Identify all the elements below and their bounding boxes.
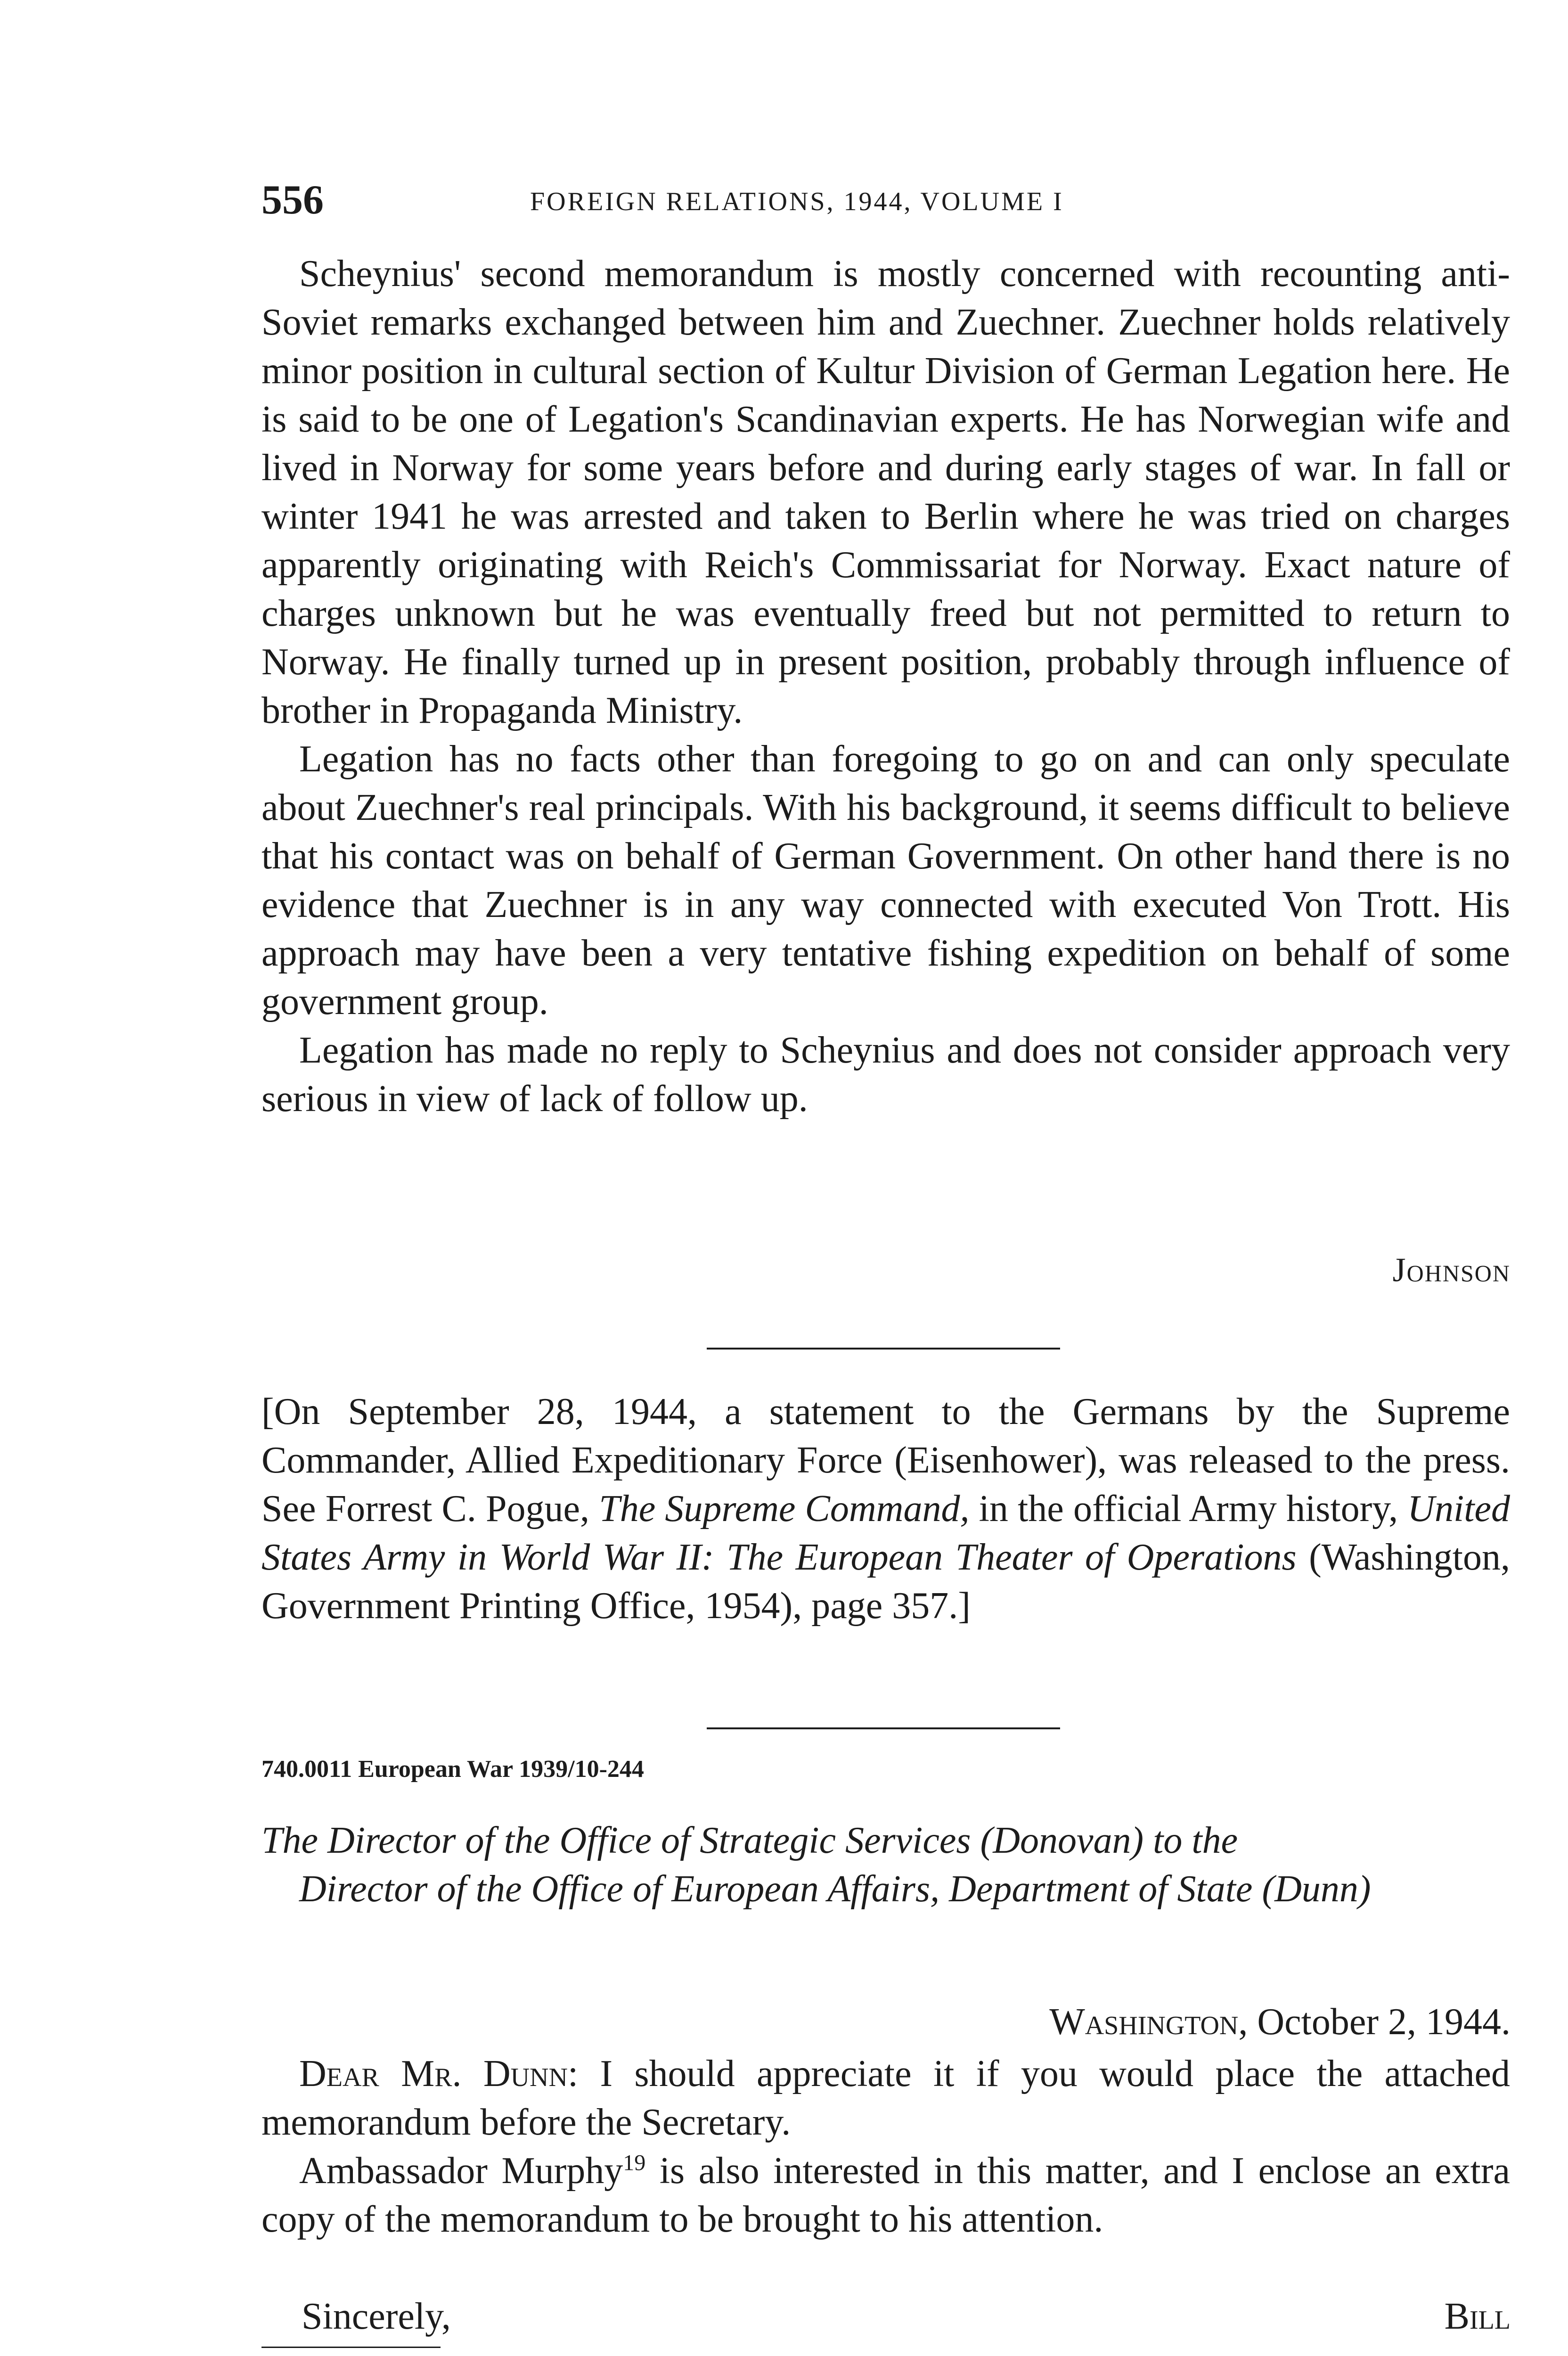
signature-bill: Bill [1444, 2296, 1511, 2337]
document-heading-line: The Director of the Office of Strategic Services (Donovan) to the [261, 1820, 1238, 1861]
paragraph [261, 2050, 1510, 2147]
running-title: FOREIGN RELATIONS, 1944, VOLUME I [530, 187, 1064, 216]
paragraph-text: Ambassador Murphy [299, 2150, 623, 2192]
place-date [1049, 1998, 1511, 2046]
paragraph-text: : I should appreciate it if you would place the attached memorandum before the Secretary. [261, 2053, 1510, 2143]
document-heading-line: Director of the Office of European Affairs, Department of State (Dunn) [299, 1868, 1371, 1910]
telegram-body [261, 250, 1510, 1123]
place: Washington [1049, 2001, 1239, 2043]
signature-johnson: Johnson [1392, 1251, 1511, 1289]
editorial-note [261, 1388, 1510, 1630]
paragraph-text: is also interested in this matter, and I enclose an extra copy of the memorandum to be brought to his attention. [261, 2150, 1510, 2240]
letter-body [261, 2050, 1510, 2244]
file-number: 740.0011 European War 1939/10-244 [261, 1756, 644, 1783]
series-title: United States Army in World War II: The European Theater of Operations [261, 1488, 1511, 1578]
footnote-reference: 19 [623, 2150, 646, 2176]
section-divider [707, 1348, 1060, 1350]
document-heading [261, 1816, 1510, 1914]
running-head [261, 174, 1519, 226]
paragraph [261, 2147, 1510, 2244]
editorial-note-text: [On September 28, 1944, a statement to the Germans by the Supreme Commander, Allied Expeditionary Force (Eisenhower), was released to the press. See Forrest C. Pogue, [261, 1391, 1510, 1530]
section-divider [707, 1727, 1060, 1729]
editorial-note-text: in the official Army history, [969, 1488, 1408, 1530]
book-title: The Supreme Command, [599, 1488, 970, 1530]
editorial-note-text: (Washington, Government Printing Office, 1954), page 357.] [261, 1537, 1510, 1627]
paragraph: Legation has no facts other than foregoing to go on and can only speculate about Zuechner's real principals. With his background, it seems difficult to believe that his contact was on behalf of German Government. On other hand there is no evidence that Zuechner is in any way connected with executed Von Trott. His approach may have been a very tentative fishing expedition on behalf of some government group. [261, 738, 1510, 1023]
footnote-divider [261, 2347, 441, 2348]
salutation: Dear Mr. Dunn [299, 2053, 568, 2094]
paragraph: Scheynius' second memorandum is mostly concerned with recounting anti-Soviet remarks exchanged between him and Zuechner. Zuechner holds relatively minor position in cultural section of Kultur Division of German Legation here. He is said to be one of Legation's Scandinavian experts. He has Norwegian wife and lived in Norway for some years before and during early stages of war. In fall or winter 1941 he was arrested and taken to Berlin where he was tried on charges apparently originating with Reich's Commissariat for Norway. Exact nature of charges unknown but he was eventually freed but not permitted to return to Norway. He finally turned up in present position, probably through influence of brother in Propaganda Ministry. [261, 253, 1510, 731]
paragraph: Legation has made no reply to Scheynius and does not consider approach very serious in view of lack of follow up. [261, 1030, 1510, 1120]
closing: Sincerely, [302, 2296, 451, 2337]
page-number: 556 [261, 177, 324, 223]
date: , October 2, 1944. [1238, 2001, 1511, 2043]
